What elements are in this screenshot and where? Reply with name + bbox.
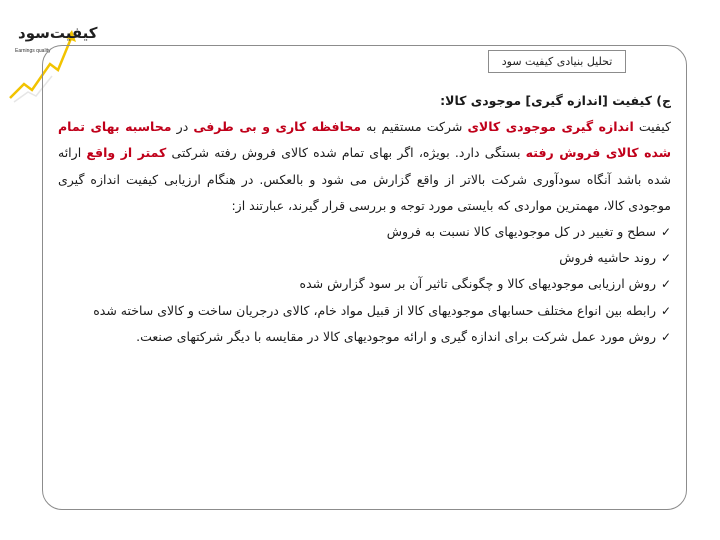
para-text-2: شرکت مستقیم به bbox=[361, 119, 468, 135]
para-highlight-4: کمتر از واقع bbox=[86, 145, 167, 161]
checkmark-icon: ✓ bbox=[660, 329, 671, 344]
checkmark-icon: ✓ bbox=[660, 277, 671, 292]
para-text-5: ارائه شده باشد آنگاه سودآوری شرکت بالاتر از واقع گزارش می شود و بالعکس. در هنگام ارزیابی کیفیت اندازه گیری موجودی کالا، مهمترین مواردی که بایستی مورد توجه و بررسی قرار گیرند، عبارتند از: bbox=[58, 145, 671, 213]
bullet-item bbox=[58, 298, 671, 324]
bullet-text: روند حاشیه فروش bbox=[559, 250, 656, 266]
bullet-text: روش ارزیابی موجودیهای کالا و چگونگی تاثیر آن بر سود گزارش شده bbox=[299, 276, 656, 292]
bullet-text: سطح و تغییر در کل موجودیهای کالا نسبت به فروش bbox=[386, 224, 656, 240]
checkmark-icon: ✓ bbox=[660, 303, 671, 318]
intro-paragraph bbox=[58, 114, 671, 219]
bullet-item bbox=[58, 271, 671, 297]
para-text-1: کیفیت bbox=[633, 119, 671, 135]
bullet-text: رابطه بین انواع مختلف حسابهای موجودیهای کالا از قبیل مواد خام، کالای درجریان ساخت و کالای ساخته شده bbox=[93, 302, 656, 318]
para-highlight-1: اندازه گیری موجودی کالای bbox=[467, 119, 634, 135]
section-content bbox=[58, 88, 671, 350]
logo-title: کیفیت‌سود bbox=[18, 24, 98, 42]
checkmark-icon: ✓ bbox=[660, 225, 671, 240]
section-heading: ج) کیفیت [اندازه گیری] موجودی کالا: bbox=[440, 93, 671, 108]
logo-subtitle: Earnings quality bbox=[15, 48, 51, 54]
bullet-text: روش مورد عمل شرکت برای اندازه گیری و ارائه موجودیهای کالا در مقایسه با دیگر شرکتهای صنعت. bbox=[136, 328, 656, 344]
para-text-3: در bbox=[171, 119, 194, 135]
bullet-item bbox=[58, 219, 671, 245]
bullet-item bbox=[58, 245, 671, 271]
para-highlight-3: محاسبه بهای تمام شده کالای فروش رفته bbox=[58, 119, 672, 161]
slide-header: تحلیل بنیادی کیفیت سود bbox=[488, 50, 626, 73]
para-highlight-2: محافظه کاری و بی طرفی bbox=[193, 119, 362, 135]
para-text-4: بستگی دارد. بویژه، اگر بهای تمام شده کالای فروش رفته شرکتی bbox=[166, 145, 526, 161]
bullet-item bbox=[58, 324, 671, 350]
checkmark-icon: ✓ bbox=[660, 251, 671, 266]
